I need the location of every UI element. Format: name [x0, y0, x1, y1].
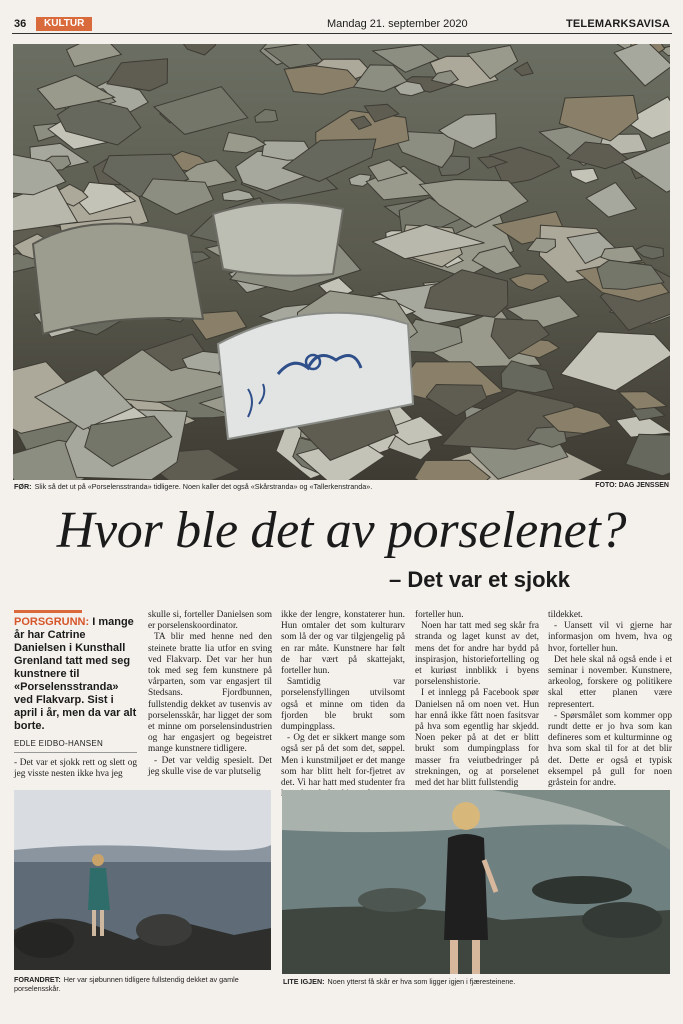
body-paragraph: - Spørsmålet som kommer opp rundt dette er jo hva som kan defineres som et kulturminne og hva som skal til for at det blir det. Dette er også et typisk eksempel på gull for noen gråstein for andre.	[548, 710, 672, 789]
photo-credit: FOTO: DAG JENSSEN	[595, 482, 669, 489]
issue-date: Mandag 21. september 2020	[327, 18, 468, 30]
photo-right-caption	[283, 977, 673, 986]
article-column-4	[415, 610, 539, 789]
caption-lead: LITE IGJEN:	[283, 977, 325, 986]
body-paragraph: - Og det er sikkert mange som også ser på det som det, søppel. Men i kunstmiljøet er det mange som har blitt helt for-fjetret av det. Vi har hatt med studenter fra	[281, 733, 405, 789]
body-paragraph: TA blir med henne ned den steinete bratte lia utfor en sving ved Flakvarp. Det var her hun tok med seg fem kunstnere på vårparten, som var engasjert til Stedsans. Fjordbunnen, fullstendig dekket av tusenvis av porselensskår, har ligget der som et minne om porselensindustrien og har engasjert og begeistret mange kunstnere tidligere.	[148, 632, 272, 755]
article-headline: Hvor ble det av porselenet?	[56, 502, 627, 559]
body-paragraph: - Det var veldig spesielt. Det jeg skulle vise de var plutselig	[148, 755, 272, 777]
article-column-2	[148, 610, 272, 778]
body-paragraph: Noen har tatt med seg skår fra stranda og laget kunst av det, mens det for andre har bydd på inspirasjon, historiefortelling og et kuriøst innblikk i byens porselenshistorie.	[415, 621, 539, 688]
body-paragraph: I et innlegg på Facebook spør Danielsen nå om noen vet. Hun har ennå ikke fått noen fasitsvar på hva som egentlig har skjedd. Noen peker på at det er blitt brukt som dumpingplass for masser fra veiutbedringer på strekningen, og at porselenet med det har blitt fullstendig	[415, 688, 539, 789]
main-photo-porcelain-shards	[13, 44, 670, 480]
caption-text: Her var sjøbunnen tidligere fullstendig dekket av gamle porselensskår.	[14, 975, 239, 993]
byline: EDLE EIDBO-HANSEN	[14, 739, 104, 748]
body-paragraph: - Uansett vil vi gjerne har informasjon om hvem, hva og hvor, forteller hun.	[548, 621, 672, 654]
body-paragraph: Det hele skal nå også ende i et seminar i november. Kunstnere, arkeolog, forskere og politikere skal etter planen være representert.	[548, 654, 672, 710]
caption-text: Slik så det ut på «Porselensstranda» tidligere. Noen kaller det også «Skårstranda» og «Tallerkenstranda».	[34, 482, 373, 491]
divider	[14, 752, 137, 753]
body-paragraph: ikke der lengre, konstaterer hun. Hun omtaler det som kulturarv som lå der og var tilgjengelig på en rar måte. Kunstnere har følt de har vært på skattejakt, forteller hun.	[281, 610, 405, 677]
article-column-3	[281, 610, 405, 800]
article-column-1	[14, 610, 137, 781]
article-column-5	[548, 610, 672, 789]
body-paragraph: forteller hun.	[415, 610, 464, 620]
accent-rule	[14, 610, 82, 613]
caption-lead: FORANDRET:	[14, 975, 61, 984]
article-intro	[14, 616, 137, 733]
body-paragraph: Samtidig var porselensfyllingen utvilsomt også et minne om tiden da fjorden ble brukt som dumpingplass.	[281, 677, 405, 733]
caption-lead: FØR:	[14, 482, 32, 491]
body-paragraph: tildekket.	[548, 610, 583, 620]
body-paragraph: skulle si, forteller Danielsen som er porselenskoordinator.	[148, 610, 272, 632]
photo-woman-holding-shards	[282, 790, 670, 974]
dateline-place: PORSGRUNN:	[14, 616, 90, 628]
page-number: 36	[14, 18, 27, 30]
article-subheadline: – Det var et sjokk	[389, 567, 570, 592]
caption-text: Noen ytterst få skår er hva som ligger igjen i fjæresteinene.	[327, 977, 516, 986]
section-tag: KULTUR	[36, 17, 92, 31]
intro-text: I mange år har Catrine Danielsen i Kunsthall Grenland tatt med seg kunstnere til «Porselensstranda» ved Flakvarp. Sist i april i år, men da var alt borte.	[14, 616, 137, 732]
body-paragraph: - Det var et sjokk rett og slett og jeg visste nesten ikke hva jeg	[14, 758, 137, 780]
publication-name: TELEMARKSAVISA	[565, 18, 670, 30]
photo-woman-shore	[14, 790, 271, 970]
main-photo-caption	[14, 482, 534, 491]
photo-left-caption	[14, 975, 274, 993]
page-header	[12, 16, 672, 34]
